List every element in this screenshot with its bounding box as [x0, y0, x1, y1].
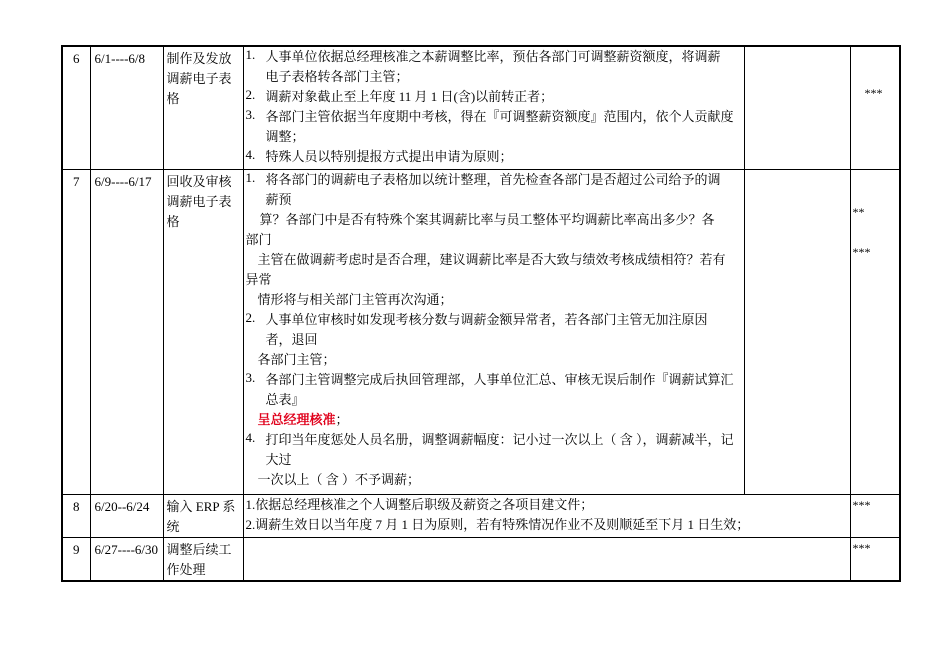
list-item [244, 430, 744, 470]
task-name: 回收及审核调薪电子表格 [163, 169, 243, 494]
item-text: 者，退回 [265, 331, 318, 347]
item-text: 特殊人员以特别提报方式提出申请为原则； [265, 149, 513, 164]
list-item [244, 370, 744, 410]
item-text: 将各部门的调薪电子表格加以统计整理，首先检查各部门是否超过公司给予的调 [265, 171, 721, 187]
item-number: 1. [245, 47, 256, 62]
blank-cell [744, 169, 850, 494]
task-name: 制作及发放调薪电子表格 [163, 46, 243, 169]
item-text: 算？各部门中是否有特殊个案其调薪比率与员工整体平均调薪比率高出多少？各 [259, 211, 715, 227]
item-text: 人事单位审核时如发现考核分数与调薪金额异常者，若各部门主管无加注原因 [265, 311, 708, 327]
item-text: 1.依据总经理核准之个人调整后职级及薪资之各项目建文件； [245, 496, 594, 512]
item-text: 电子表格转各部门主管； [265, 69, 409, 84]
mark-cell [850, 169, 900, 494]
row-number: 7 [62, 169, 90, 494]
item-text: 主管在做调薪考虑时是否合理，建议调薪比率是否大致与绩效考核成绩相符？若有 [257, 251, 726, 267]
task-description [243, 46, 744, 169]
rating-mark: ** [852, 204, 865, 219]
task-description [243, 169, 744, 494]
item-text: 一次以上（ 含 ）不予调薪； [257, 471, 421, 487]
row-number: 8 [62, 494, 90, 537]
row-number: 9 [62, 537, 90, 581]
list-item [244, 170, 744, 210]
table-row-8 [62, 494, 900, 537]
blank-cell [744, 46, 850, 169]
date-range: 6/9----6/17 [90, 169, 163, 494]
rating-mark: *** [852, 244, 871, 259]
row-number: 6 [62, 46, 90, 169]
item-number: 3. [245, 369, 256, 385]
item-text: 调整； [265, 129, 305, 144]
item-text: 异常 [245, 271, 272, 287]
rating-mark: *** [852, 540, 871, 555]
item-text: 各部门主管依据当年度期中考核，得在『可调整薪资额度』范围内，依个人贡献度 [265, 109, 734, 124]
item-text: 情形将与相关部门主管再次沟通； [257, 291, 453, 307]
task-description [243, 494, 850, 537]
rating-mark: *** [852, 497, 871, 512]
table-row-9 [62, 537, 900, 581]
item-text: 打印当年度惩处人员名册，调整调薪幅度：记小过一次以上（ 含 ），调薪减半，记 [265, 431, 734, 447]
list-item [244, 310, 744, 350]
list-item [244, 87, 744, 107]
table-row-7 [62, 169, 900, 494]
item-text: 调薪对象截止至上年度 11 月 1 日(含)以前转正者； [265, 89, 554, 104]
task-name: 调整后续工作处理 [163, 537, 243, 581]
item-text: 总表』 [265, 391, 305, 407]
item-number: 1. [245, 169, 256, 185]
task-description [243, 537, 850, 581]
table-row-6 [62, 46, 900, 169]
list-item [244, 107, 744, 147]
task-name: 输入 ERP 系统 [163, 494, 243, 537]
item-number: 3. [245, 107, 256, 122]
item-text: ； [335, 411, 349, 427]
item-text: 人事单位依据总经理核准之本薪调整比率，预估各部门可调整薪资额度，将调薪 [265, 49, 721, 64]
list-item [244, 147, 744, 167]
item-text: 部门 [245, 231, 272, 247]
item-text: 2.调薪生效日以当年度 7 月 1 日为原则，若有特殊情况作业不及则顺延至下月 1 日生效； [245, 516, 750, 532]
date-range: 6/1----6/8 [90, 46, 163, 169]
item-text: 大过 [265, 451, 292, 467]
date-range: 6/27----6/30 [90, 537, 163, 581]
schedule-table [61, 45, 901, 582]
item-text: 各部门主管调整完成后执回管理部，人事单位汇总、审核无误后制作『调薪试算汇 [265, 371, 734, 387]
mark-cell [850, 46, 900, 169]
mark-cell [850, 494, 900, 537]
item-number: 2. [245, 87, 256, 102]
item-text: 薪预 [265, 191, 292, 207]
item-text: 各部门主管； [257, 351, 336, 367]
item-number: 2. [245, 309, 256, 325]
approval-highlight: 呈总经理核准 [257, 411, 336, 427]
item-number: 4. [245, 429, 256, 445]
rating-mark: *** [864, 86, 883, 100]
list-item [244, 47, 744, 87]
date-range: 6/20--6/24 [90, 494, 163, 537]
mark-cell [850, 537, 900, 581]
item-number: 4. [245, 147, 256, 162]
